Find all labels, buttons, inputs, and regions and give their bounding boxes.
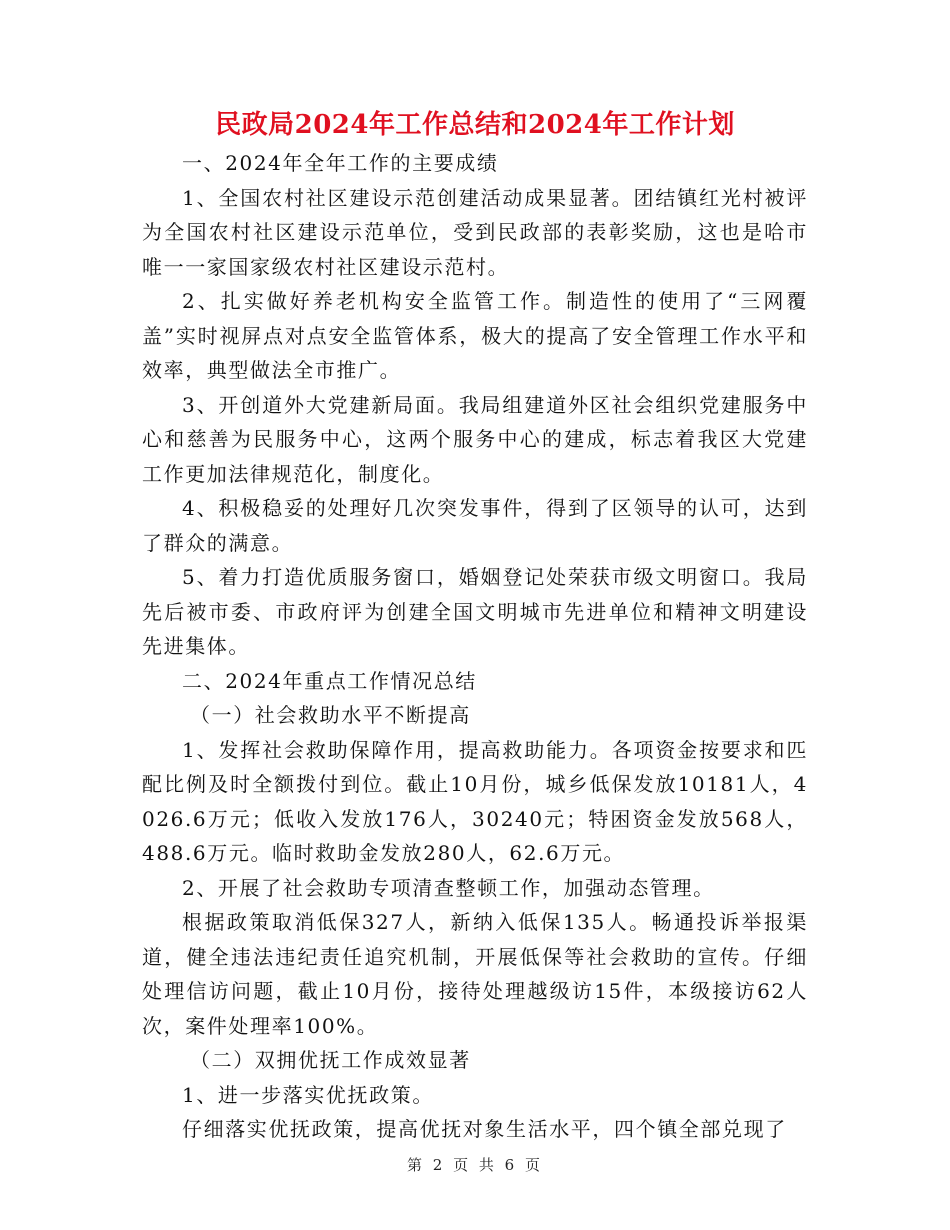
section-heading-2: 二、2024年重点工作情况总结 [182, 668, 477, 693]
paragraph: 2、扎实做好养老机构安全监管工作。制造性的使用了“三网覆盖”实时视屏点对点安全监管体系，极大的提高了安全管理工作水平和效率，典型做法全市推广。 [142, 289, 808, 382]
document-body [142, 146, 808, 1147]
document-title: 民政局2024年工作总结和2024年工作计划 [215, 110, 735, 140]
paragraph: 3、开创道外大党建新局面。我局组建道外区社会组织党建服务中心和慈善为民服务中心，这两个服务中心的建成，标志着我区大党建工作更加法律规范化，制度化。 [142, 392, 808, 486]
paragraph: 5、着力打造优质服务窗口，婚姻登记处荣获市级文明窗口。我局先后被市委、市政府评为创建全国文明城市先进单位和精神文明建设先进集体。 [142, 565, 808, 658]
paragraph: 根据政策取消低保327人，新纳入低保135人。畅通投诉举报渠道，健全违法违纪责任追究机制，开展低保等社会救助的宣传。仔细处理信访问题，截止10月份，接待处理越级访15件，本级接访62人次，案件处理率100%。 [142, 910, 808, 1038]
section-heading-1: 一、2024年全年工作的主要成绩 [182, 151, 499, 175]
subsection-heading-1: （一）社会救助水平不断提高 [190, 703, 471, 727]
paragraph: 1、进一步落实优抚政策。 [182, 1082, 434, 1107]
paragraph: 4、积极稳妥的处理好几次突发事件，得到了区领导的认可，达到了群众的满意。 [142, 496, 808, 555]
page-number-footer: 第 2 页 共 6 页 [407, 1156, 543, 1174]
paragraph: 仔细落实优抚政策，提高优抚对象生活水平，四个镇全部兑现了 [182, 1117, 787, 1141]
subsection-heading-2: （二）双拥优抚工作成效显著 [190, 1048, 471, 1072]
paragraph: 1、发挥社会救助保障作用，提高救助能力。各项资金按要求和匹配比例及时全额拨付到位。截止10月份，城乡低保发放10181人，4026.6万元；低收入发放176人，30240元；特困资金发放568人，488.6万元。临时救助金发放280人，62.6万元。 [142, 737, 808, 865]
paragraph: 1、全国农村社区建设示范创建活动成果显著。团结镇红光村被评为全国农村社区建设示范单位，受到民政部的表彰奖励，这也是哈市唯一一家国家级农村社区建设示范村。 [142, 185, 808, 279]
paragraph: 2、开展了社会救助专项清查整顿工作，加强动态管理。 [182, 875, 715, 900]
